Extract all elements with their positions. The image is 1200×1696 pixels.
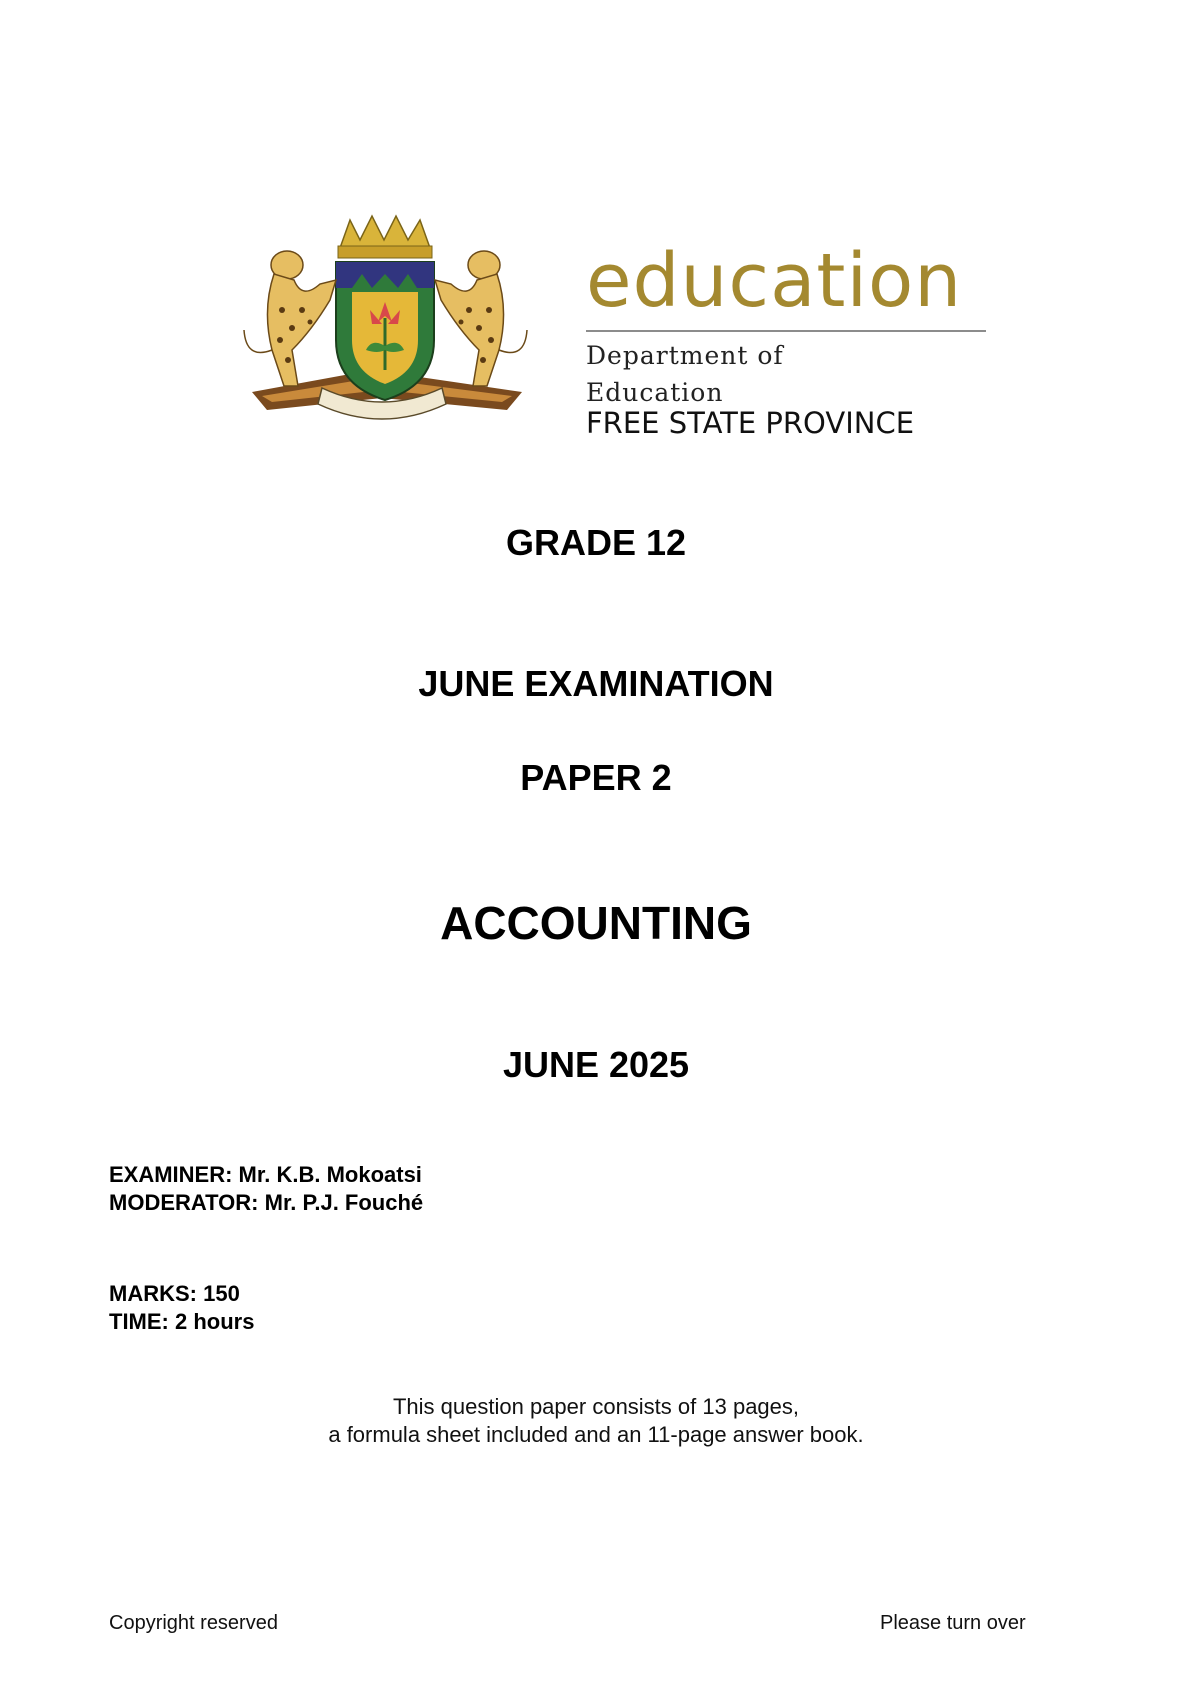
exam-date: JUNE 2025 (502, 1044, 690, 1085)
brand-wordmark: education (586, 238, 963, 324)
turn-over-footer: Please turn over (880, 1612, 1026, 1634)
details-block (109, 1280, 254, 1336)
note-line-2: a formula sheet included and an 11-page answer book. (328, 1422, 864, 1447)
coat-of-arms-logo (232, 210, 542, 460)
grade-heading: GRADE 12 (505, 522, 687, 563)
exam-heading: JUNE EXAMINATION (418, 663, 774, 704)
note-line-1: This question paper consists of 13 pages, (392, 1394, 800, 1419)
marks-line: MARKS: 150 (109, 1281, 240, 1306)
department-line-1: Department of (586, 341, 784, 370)
moderator-line: MODERATOR: Mr. P.J. Fouché (109, 1190, 424, 1215)
examiner-line: EXAMINER: Mr. K.B. Mokoatsi (109, 1162, 422, 1187)
province-name: FREE STATE PROVINCE (586, 406, 915, 440)
department-line-2: Education (586, 378, 724, 407)
copyright-footer: Copyright reserved (109, 1612, 278, 1634)
subject-heading: ACCOUNTING (440, 897, 752, 949)
time-line: TIME: 2 hours (109, 1309, 255, 1334)
brand-divider (586, 330, 986, 332)
page-count-note (0, 1393, 1192, 1449)
staff-block (109, 1161, 423, 1217)
education-brand (586, 238, 986, 440)
paper-heading: PAPER 2 (520, 757, 672, 798)
